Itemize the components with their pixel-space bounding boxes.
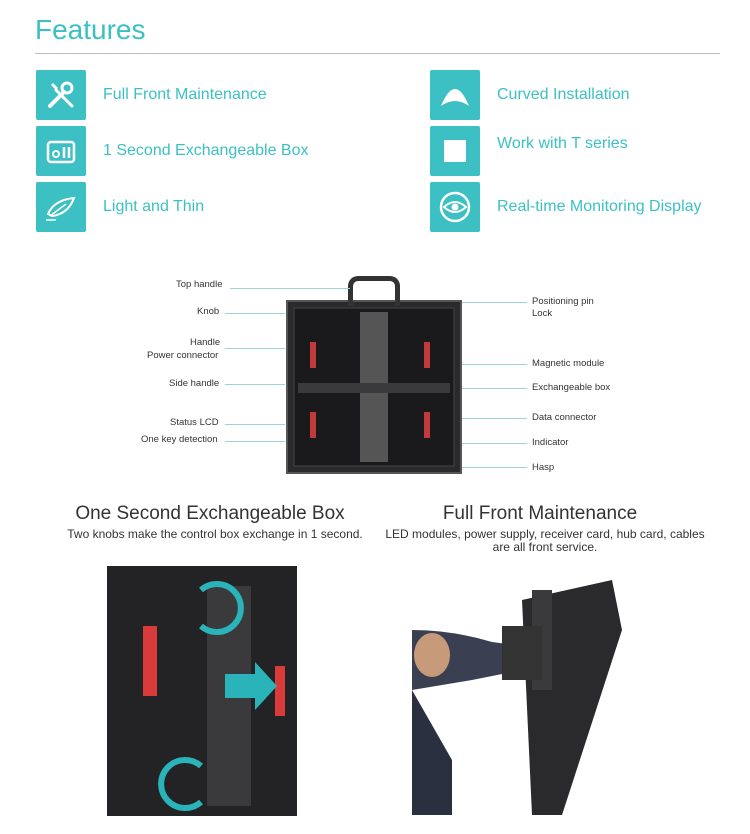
eye-icon — [430, 182, 480, 232]
diagram-label: One key detection — [141, 434, 218, 445]
feature-label: Light and Thin — [103, 198, 205, 215]
tools-icon — [36, 70, 86, 120]
diagram-label: Top handle — [176, 279, 223, 290]
diagram-label: Knob — [197, 306, 220, 317]
curve-icon — [430, 70, 480, 120]
diagram-label: Indicator — [532, 437, 569, 448]
top-handle-shape — [348, 276, 400, 306]
exchangeable-box-photo — [107, 566, 297, 816]
feature-label: 1 Second Exchangeable Box — [103, 142, 309, 159]
diagram-label: Data connector — [532, 412, 597, 423]
cabinet-image — [286, 300, 462, 474]
diagram-label: Positioning pin — [532, 296, 594, 307]
feature-label: Curved Installation — [497, 86, 630, 103]
diagram-label: Side handle — [169, 378, 220, 389]
feather-icon — [36, 182, 86, 232]
feature-label: Full Front Maintenance — [103, 86, 267, 103]
feature-label: Work with T series — [497, 135, 628, 152]
feature-item — [36, 70, 267, 120]
diagram-label: Handle — [190, 337, 221, 348]
box-exchange-icon — [36, 126, 86, 176]
diagram-label: Hasp — [532, 462, 555, 473]
t-series-icon — [430, 126, 480, 176]
feature-item — [36, 182, 204, 232]
diagram-label: Status LCD — [170, 417, 219, 428]
feature-item — [430, 70, 630, 120]
diagram-label: Magnetic module — [532, 358, 605, 369]
feature-item — [430, 182, 702, 232]
front-maintenance-photo — [412, 570, 634, 815]
section-heading: One Second Exchangeable Box — [75, 503, 345, 524]
section-heading: Full Front Maintenance — [442, 503, 638, 524]
title-divider — [35, 53, 720, 54]
diagram-label: Lock — [532, 308, 553, 319]
section-text: LED modules, power supply, receiver card, hub card, cables are all front service. — [385, 527, 705, 554]
page-title: Features — [35, 14, 146, 45]
diagram-label: Power connector — [147, 350, 219, 361]
diagram-label: Exchangeable box — [532, 382, 611, 393]
feature-item — [430, 126, 628, 176]
feature-label: Real-time Monitoring Display — [497, 198, 702, 215]
section-text: Two knobs make the control box exchange in 1 second. — [67, 527, 363, 541]
feature-item — [36, 126, 308, 176]
